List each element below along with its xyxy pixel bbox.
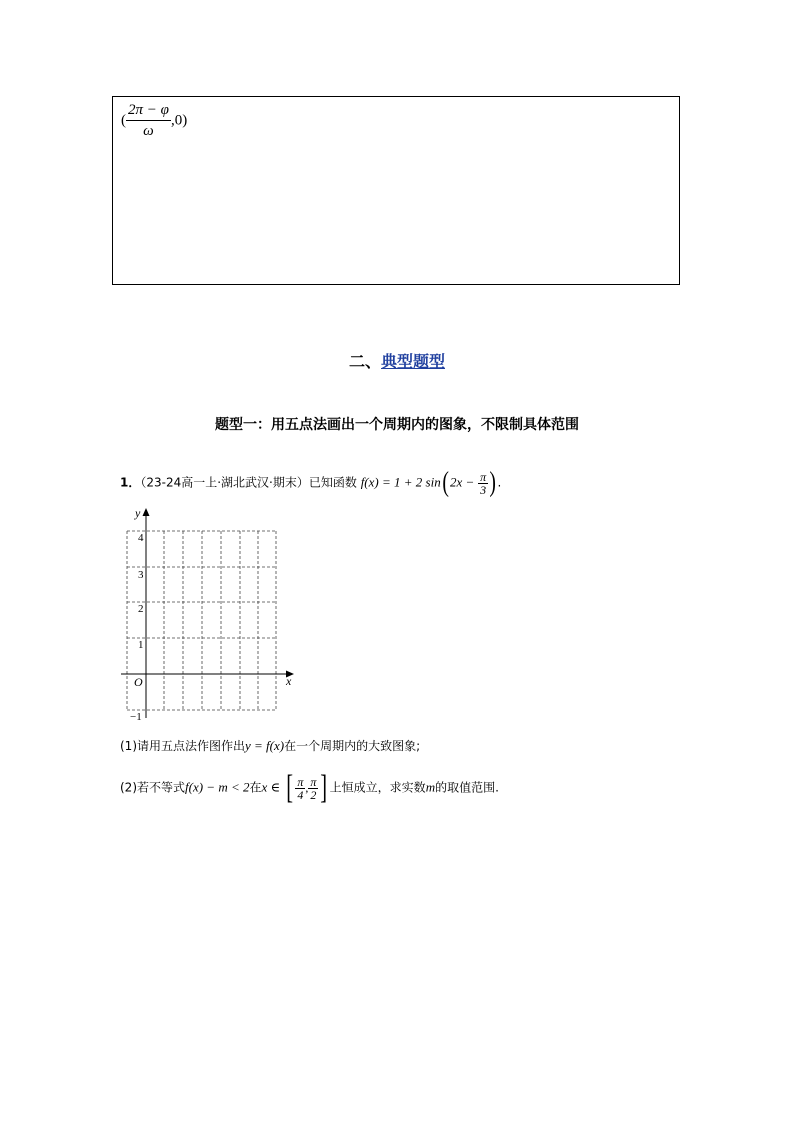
left-big-paren: (: [442, 467, 449, 498]
fraction-numerator: 2π − φ: [126, 103, 171, 121]
y-tick-2: 2: [138, 603, 144, 615]
fraction: [126, 103, 171, 139]
pi-over-two: [308, 776, 318, 801]
pi-over-three: [478, 471, 488, 496]
section-prefix: 二、: [348, 352, 381, 371]
interval-comma: ,: [305, 780, 309, 795]
sub2-suffix1: 上恒成立，求实数: [329, 780, 426, 795]
pi-numerator-4: π: [297, 774, 304, 789]
right-big-paren: ): [489, 467, 497, 498]
sub-question-2: [120, 771, 499, 805]
sub2-x-in: x ∈: [261, 779, 281, 795]
sub2-prefix: (2)若不等式: [120, 780, 185, 795]
right-bracket: ]: [320, 769, 328, 806]
inner-expression: 2x −: [450, 474, 475, 490]
four-denominator: 4: [297, 787, 304, 802]
open-paren: (: [121, 112, 126, 129]
formula-box: [112, 96, 680, 285]
y-tick-minus-1: −1: [130, 711, 142, 723]
pi-numerator: π: [480, 469, 487, 484]
grid-horizontal-lines: [127, 531, 276, 710]
two-denominator: 2: [310, 787, 317, 802]
sub2-mid: 在: [249, 780, 262, 795]
expression-rest: ,0): [170, 112, 188, 129]
function-definition: f(x) = 1 + 2 sin: [360, 474, 441, 490]
fraction-denominator: ω: [143, 123, 154, 139]
grid-vertical-lines: [127, 531, 276, 710]
sub2-m: m: [425, 779, 436, 795]
pi-over-four: [295, 776, 305, 801]
sub-question-1: [120, 737, 420, 754]
y-tick-4: 4: [138, 532, 144, 544]
y-tick-3: 3: [138, 569, 144, 581]
question-number: 1．: [120, 475, 141, 490]
section-title: [0, 349, 794, 372]
x-axis-label: x: [286, 674, 292, 688]
sub1-suffix: 在一个周期内的大致图象;: [284, 739, 421, 753]
sub1-math: y = f(x): [245, 738, 285, 753]
zero-point-expression: [121, 103, 187, 139]
origin-label: O: [134, 675, 143, 689]
question-period: .: [497, 475, 502, 490]
question-type-title: 题型一：用五点法画出一个周期内的图象，不限制具体范围: [215, 417, 579, 433]
coordinate-grid: [118, 504, 303, 724]
y-axis-arrow-icon: [143, 508, 150, 516]
sub2-suffix2: 的取值范围.: [435, 780, 499, 795]
pi-numerator-2: π: [310, 774, 317, 789]
question-source: （23-24高一上·湖北武汉·期末）已知函数: [140, 475, 357, 490]
three-denominator: 3: [480, 482, 487, 497]
y-axis-label: y: [135, 506, 141, 520]
y-tick-1: 1: [138, 639, 144, 651]
sub1-prefix: (1)请用五点法作图作出: [120, 739, 245, 753]
left-bracket: [: [286, 769, 294, 806]
sub2-inequality: f(x) − m < 2: [185, 779, 250, 795]
question-1: [120, 469, 501, 497]
section-link[interactable]: 典型题型: [381, 352, 446, 371]
